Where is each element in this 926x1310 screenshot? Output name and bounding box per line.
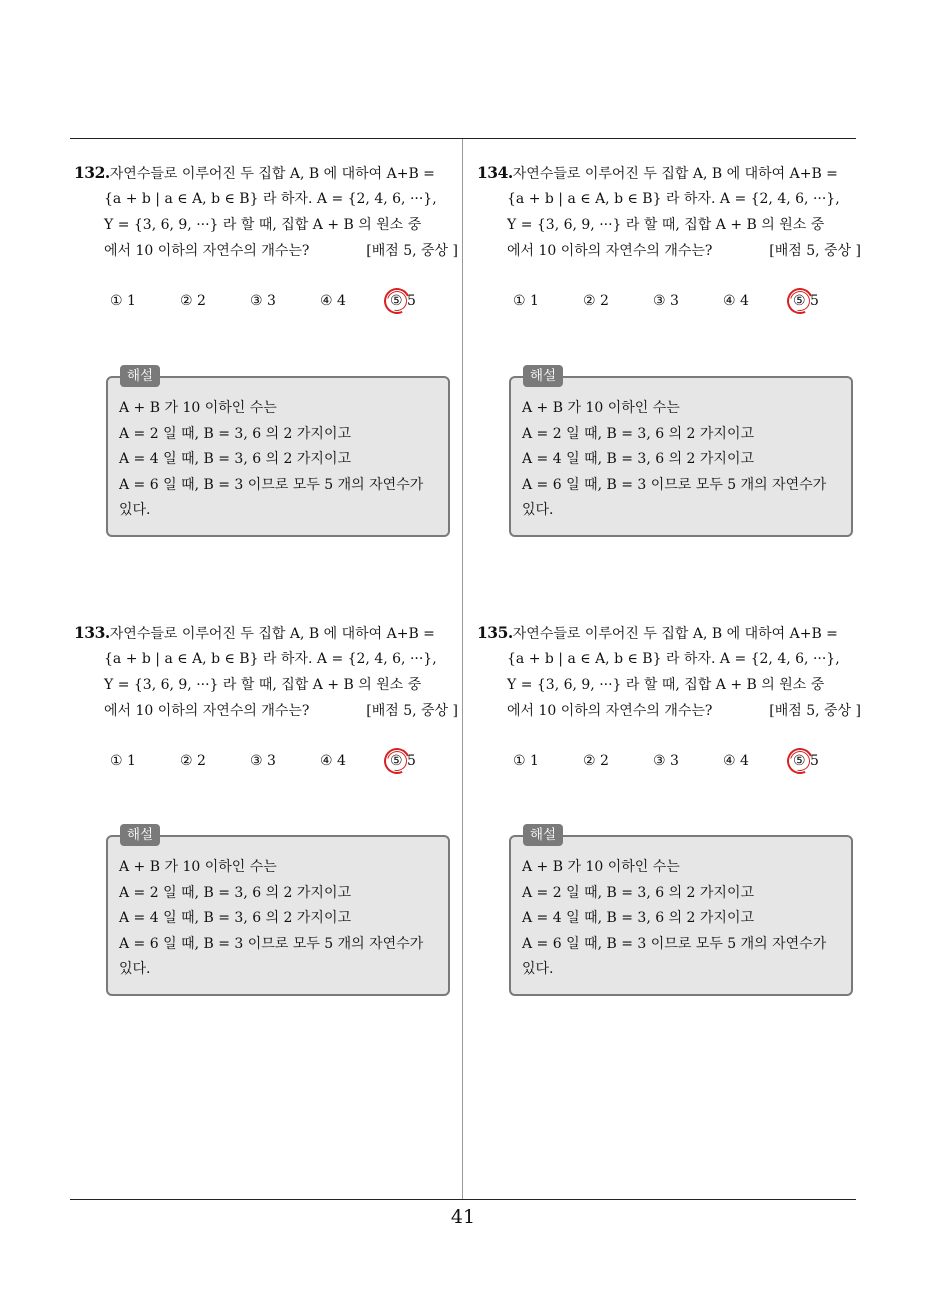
choice-4[interactable]: ④ 4 <box>723 293 749 309</box>
problem-133 <box>74 620 458 774</box>
solution-line: A = 6 일 때, B = 3 이므로 모두 5 개의 자연수가 <box>119 935 424 952</box>
solution-line: A = 2 일 때, B = 3, 6 의 2 가지이고 <box>119 884 352 901</box>
question-line-1: 자연수들로 이루어진 두 집합 A, B 에 대하여 A+B = <box>109 166 435 182</box>
solution-line: A = 6 일 때, B = 3 이므로 모두 5 개의 자연수가 <box>119 476 424 493</box>
solution-line: A + B 가 10 이하인 수는 <box>522 859 680 875</box>
choice-5-wrap[interactable] <box>793 288 819 314</box>
solution-line: A = 2 일 때, B = 3, 6 의 2 가지이고 <box>522 425 755 442</box>
answer-choices <box>477 748 861 774</box>
solution-label: 해설 <box>120 824 160 846</box>
solution-label: 해설 <box>120 365 160 387</box>
solution-line: A + B 가 10 이하인 수는 <box>119 859 277 875</box>
answer-choices <box>74 748 458 774</box>
solution-line: 있다. <box>119 961 151 977</box>
score-difficulty: [배점 5, 중상 ] <box>366 703 458 719</box>
solution-line: 있다. <box>522 961 554 977</box>
choice-4[interactable]: ④ 4 <box>320 293 346 309</box>
choice-2[interactable]: ② 2 <box>180 753 206 769</box>
choice-5-wrap[interactable] <box>390 288 416 314</box>
choice-1[interactable]: ① 1 <box>110 293 136 309</box>
question-line-3: Y = {3, 6, 9, ···} 라 할 때, 집합 A + B 의 원소 중 <box>507 677 825 693</box>
solution-line: 있다. <box>119 502 151 518</box>
choice-3[interactable]: ③ 3 <box>653 293 679 309</box>
solution-line: A = 4 일 때, B = 3, 6 의 2 가지이고 <box>119 910 352 926</box>
choice-1[interactable]: ① 1 <box>513 753 539 769</box>
choice-5: ⑤ 5 <box>793 753 819 769</box>
choice-3[interactable]: ③ 3 <box>250 753 276 769</box>
question-line-2: {a + b | a ∈ A, b ∈ B} 라 하자. A = {2, 4, 6, ···}, <box>104 191 437 207</box>
choice-2[interactable]: ② 2 <box>583 293 609 309</box>
solution-label: 해설 <box>523 824 563 846</box>
question-line-2: {a + b | a ∈ A, b ∈ B} 라 하자. A = {2, 4, 6, ···}, <box>104 651 437 667</box>
solution-line: A = 6 일 때, B = 3 이므로 모두 5 개의 자연수가 <box>522 476 827 493</box>
solution-line: A = 2 일 때, B = 3, 6 의 2 가지이고 <box>119 425 352 442</box>
choice-5: ⑤ 5 <box>793 293 819 309</box>
footer-rule <box>70 1199 856 1200</box>
solution-line: A + B 가 10 이하인 수는 <box>119 400 277 416</box>
solution-box-135 <box>509 827 853 996</box>
score-difficulty: [배점 5, 중상 ] <box>769 243 861 259</box>
solution-box-132 <box>106 368 450 537</box>
choice-4[interactable]: ④ 4 <box>320 753 346 769</box>
question-line-4: 에서 10 이하의 자연수의 개수는? <box>507 703 713 719</box>
question-line-3: Y = {3, 6, 9, ···} 라 할 때, 집합 A + B 의 원소 중 <box>104 677 422 693</box>
solution-line: A + B 가 10 이하인 수는 <box>522 400 680 416</box>
choice-5-wrap[interactable] <box>793 748 819 774</box>
question-line-4: 에서 10 이하의 자연수의 개수는? <box>507 243 713 259</box>
choice-5-wrap[interactable] <box>390 748 416 774</box>
problem-number: 135. <box>477 623 513 642</box>
choice-1[interactable]: ① 1 <box>513 293 539 309</box>
problem-number: 134. <box>477 163 513 182</box>
problem-number: 132. <box>74 163 110 182</box>
answer-choices <box>74 288 458 314</box>
choice-3[interactable]: ③ 3 <box>250 293 276 309</box>
solution-line: A = 4 일 때, B = 3, 6 의 2 가지이고 <box>119 451 352 467</box>
question-line-3: Y = {3, 6, 9, ···} 라 할 때, 집합 A + B 의 원소 중 <box>507 217 825 233</box>
choice-2[interactable]: ② 2 <box>583 753 609 769</box>
question-line-3: Y = {3, 6, 9, ···} 라 할 때, 집합 A + B 의 원소 중 <box>104 217 422 233</box>
problem-134 <box>477 160 861 314</box>
problem-135 <box>477 620 861 774</box>
solution-line: 있다. <box>522 502 554 518</box>
question-line-4: 에서 10 이하의 자연수의 개수는? <box>104 243 310 259</box>
question-line-2: {a + b | a ∈ A, b ∈ B} 라 하자. A = {2, 4, 6, ···}, <box>507 651 840 667</box>
column-divider <box>462 139 463 1200</box>
choice-5: ⑤ 5 <box>390 753 416 769</box>
solution-line: A = 4 일 때, B = 3, 6 의 2 가지이고 <box>522 451 755 467</box>
question-line-1: 자연수들로 이루어진 두 집합 A, B 에 대하여 A+B = <box>512 166 838 182</box>
solution-line: A = 2 일 때, B = 3, 6 의 2 가지이고 <box>522 884 755 901</box>
score-difficulty: [배점 5, 중상 ] <box>769 703 861 719</box>
header-rule <box>70 138 856 139</box>
choice-2[interactable]: ② 2 <box>180 293 206 309</box>
page-number: 41 <box>450 1206 476 1228</box>
solution-line: A = 6 일 때, B = 3 이므로 모두 5 개의 자연수가 <box>522 935 827 952</box>
problem-number: 133. <box>74 623 110 642</box>
choice-4[interactable]: ④ 4 <box>723 753 749 769</box>
solution-line: A = 4 일 때, B = 3, 6 의 2 가지이고 <box>522 910 755 926</box>
question-line-2: {a + b | a ∈ A, b ∈ B} 라 하자. A = {2, 4, 6, ···}, <box>507 191 840 207</box>
question-line-1: 자연수들로 이루어진 두 집합 A, B 에 대하여 A+B = <box>512 626 838 642</box>
solution-box-133 <box>106 827 450 996</box>
choice-3[interactable]: ③ 3 <box>653 753 679 769</box>
question-line-4: 에서 10 이하의 자연수의 개수는? <box>104 703 310 719</box>
solution-box-134 <box>509 368 853 537</box>
answer-choices <box>477 288 861 314</box>
score-difficulty: [배점 5, 중상 ] <box>366 243 458 259</box>
solution-label: 해설 <box>523 365 563 387</box>
choice-1[interactable]: ① 1 <box>110 753 136 769</box>
problem-132 <box>74 160 458 314</box>
choice-5: ⑤ 5 <box>390 293 416 309</box>
question-line-1: 자연수들로 이루어진 두 집합 A, B 에 대하여 A+B = <box>109 626 435 642</box>
